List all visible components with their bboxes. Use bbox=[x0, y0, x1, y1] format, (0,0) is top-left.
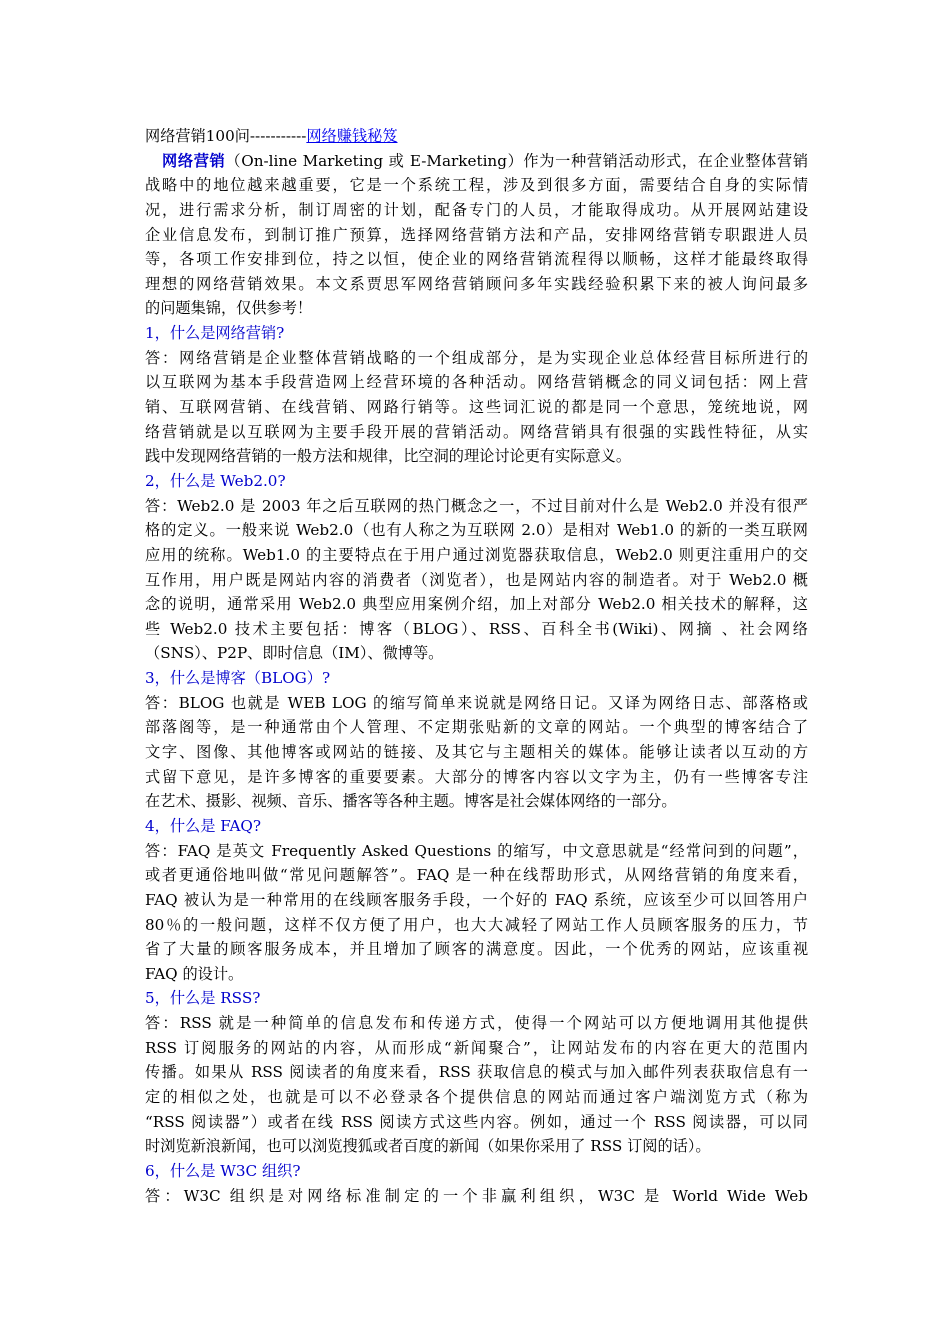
answer-line: 答：W3C 组织是对网络标准制定的一个非赢利组织，W3C 是 World Wide Web bbox=[145, 1186, 808, 1205]
answer-line: 部落阁等，是一种通常由个人管理、不定期张贴新的文章的网站。一个典型的博客结合了 bbox=[145, 718, 808, 737]
header-prefix: 网络营销100问----------- bbox=[145, 127, 307, 145]
answer-line: 答：Web2.0 是 2003 年之后互联网的热门概念之一，不过目前对什么是 Web2.0 并没有很严 bbox=[145, 496, 808, 515]
question-title: 3，什么是博客（BLOG）? bbox=[145, 669, 331, 688]
question-title: 6，什么是 W3C 组织? bbox=[145, 1161, 301, 1180]
answer-line: 应用的统称。Web1.0 的主要特点在于用户通过浏览器获取信息，Web2.0 则更注重用户的交 bbox=[145, 545, 808, 564]
question-title: 5，什么是 RSS? bbox=[145, 989, 261, 1008]
answer-line: 互作用，用户既是网站内容的消费者（浏览者），也是网站内容的制造者。对于 Web2.0 概 bbox=[145, 570, 808, 589]
answer-line: 答：BLOG 也就是 WEB LOG 的缩写简单来说就是网络日记。又译为网络日志、部落格或 bbox=[145, 693, 808, 712]
answer-line: 文字、图像、其他博客或网站的链接、及其它与主题相关的媒体。能够让读者以互动的方 bbox=[145, 743, 808, 762]
document-header bbox=[145, 124, 808, 149]
answer-line: 传播。如果从 RSS 阅读者的角度来看，RSS 获取信息的模式与加入邮件列表获取信息有一 bbox=[145, 1063, 808, 1082]
answer-line: 答：FAQ 是英文 Frequently Asked Questions 的缩写，中文意思就是“经常问到的问题”， bbox=[145, 841, 808, 860]
intro-line: 企业信息发布，到制订推广预算，选择网络营销方法和产品，安排网络营销专职跟进人员 bbox=[145, 225, 808, 244]
answer-line: 答：RSS 就是一种简单的信息发布和传递方式，使得一个网站可以方便地调用其他提供 bbox=[145, 1014, 808, 1033]
header-link[interactable]: 网络赚钱秘笈 bbox=[306, 127, 398, 145]
answer-line: 践中发现网络营销的一般方法和规律，比空洞的理论讨论更有实际意义。 bbox=[145, 447, 631, 466]
intro-line: 等，各项工作安排到位，持之以恒，使企业的网络营销流程得以顺畅，这样才能最终取得 bbox=[145, 250, 808, 269]
intro-keyword: 网络营销 bbox=[162, 151, 226, 170]
answer-line: （SNS）、P2P、即时信息（IM）、微博等。 bbox=[145, 644, 444, 663]
answer-line: FAQ 的设计。 bbox=[145, 964, 244, 983]
answer-line: 定的相似之处，也就是可以不必登录各个提供信息的网站而通过客户端浏览方式（称为 bbox=[145, 1087, 808, 1106]
answer-line: 答：网络营销是企业整体营销战略的一个组成部分，是为实现企业总体经营目标所进行的 bbox=[145, 348, 808, 367]
answer-line: FAQ 被认为是一种常用的在线顾客服务手段，一个好的 FAQ 系统，应该至少可以回答用户 bbox=[145, 890, 808, 909]
answer-line: 在艺术、摄影、视频、音乐、播客等各种主题。博客是社会媒体网络的一部分。 bbox=[145, 792, 677, 811]
answer-line: 以互联网为基本手段营造网上经营环境的各种活动。网络营销概念的同义词包括：网上营 bbox=[145, 373, 808, 392]
document-page bbox=[145, 124, 808, 1208]
answer-line: 时浏览新浪新闻，也可以浏览搜狐或者百度的新闻（如果你采用了 RSS 订阅的话）。 bbox=[145, 1137, 711, 1156]
answer-line: 格的定义。一般来说 Web2.0（也有人称之为互联网 2.0）是相对 Web1.0 的新的一类互联网 bbox=[145, 521, 808, 540]
answer-line: 省了大量的顾客服务成本，并且增加了顾客的满意度。因此，一个优秀的网站，应该重视 bbox=[145, 940, 808, 959]
answer-line: “RSS 阅读器”）或者在线 RSS 阅读方式这些内容。例如，通过一个 RSS 阅读器，可以同 bbox=[145, 1112, 808, 1131]
intro-line-1: 网络营销（On-line Marketing 或 E-Marketing）作为一种营销活动形式，在企业整体营销 bbox=[162, 151, 809, 170]
intro-line: 理想的网络营销效果。本文系贾思军网络营销顾问多年实践经验积累下来的被人询问最多 bbox=[145, 274, 808, 293]
answer-line: 念的说明，通常采用 Web2.0 典型应用案例介绍，加上对部分 Web2.0 相关技术的解释，这 bbox=[145, 595, 808, 614]
question-title: 2，什么是 Web2.0? bbox=[145, 471, 286, 490]
intro-line: 战略中的地位越来越重要，它是一个系统工程，涉及到很多方面，需要结合自身的实际情 bbox=[145, 176, 808, 195]
answer-line: 络营销就是以互联网为主要手段开展的营销活动。网络营销具有很强的实践性特征，从实 bbox=[145, 422, 808, 441]
answer-line: 些 Web2.0 技术主要包括：博客（BLOG）、RSS、百科全书(Wiki)、网摘 、社会网络 bbox=[145, 619, 808, 638]
answer-line: 销、互联网营销、在线营销、网路行销等。这些词汇说的都是同一个意思，笼统地说，网 bbox=[145, 398, 808, 417]
answer-line: 80％的一般问题，这样不仅方便了用户，也大大减轻了网站工作人员顾客服务的压力，节 bbox=[145, 915, 808, 934]
intro-line: 况，进行需求分析，制订周密的计划，配备专门的人员，才能取得成功。从开展网站建设 bbox=[145, 200, 808, 219]
question-title: 4，什么是 FAQ? bbox=[145, 816, 262, 835]
answer-line: 式留下意见，是许多博客的重要要素。大部分的博客内容以文字为主，仍有一些博客专注 bbox=[145, 767, 808, 786]
question-title: 1，什么是网络营销? bbox=[145, 324, 285, 343]
answer-line: RSS 订阅服务的网站的内容，从而形成“新闻聚合”，让网站发布的内容在更大的范围内 bbox=[145, 1038, 808, 1057]
intro-line: 的问题集锦，仅供参考！ bbox=[145, 299, 313, 318]
answer-line: 或者更通俗地叫做“常见问题解答”。FAQ 是一种在线帮助形式，从网络营销的角度来看， bbox=[145, 866, 808, 885]
